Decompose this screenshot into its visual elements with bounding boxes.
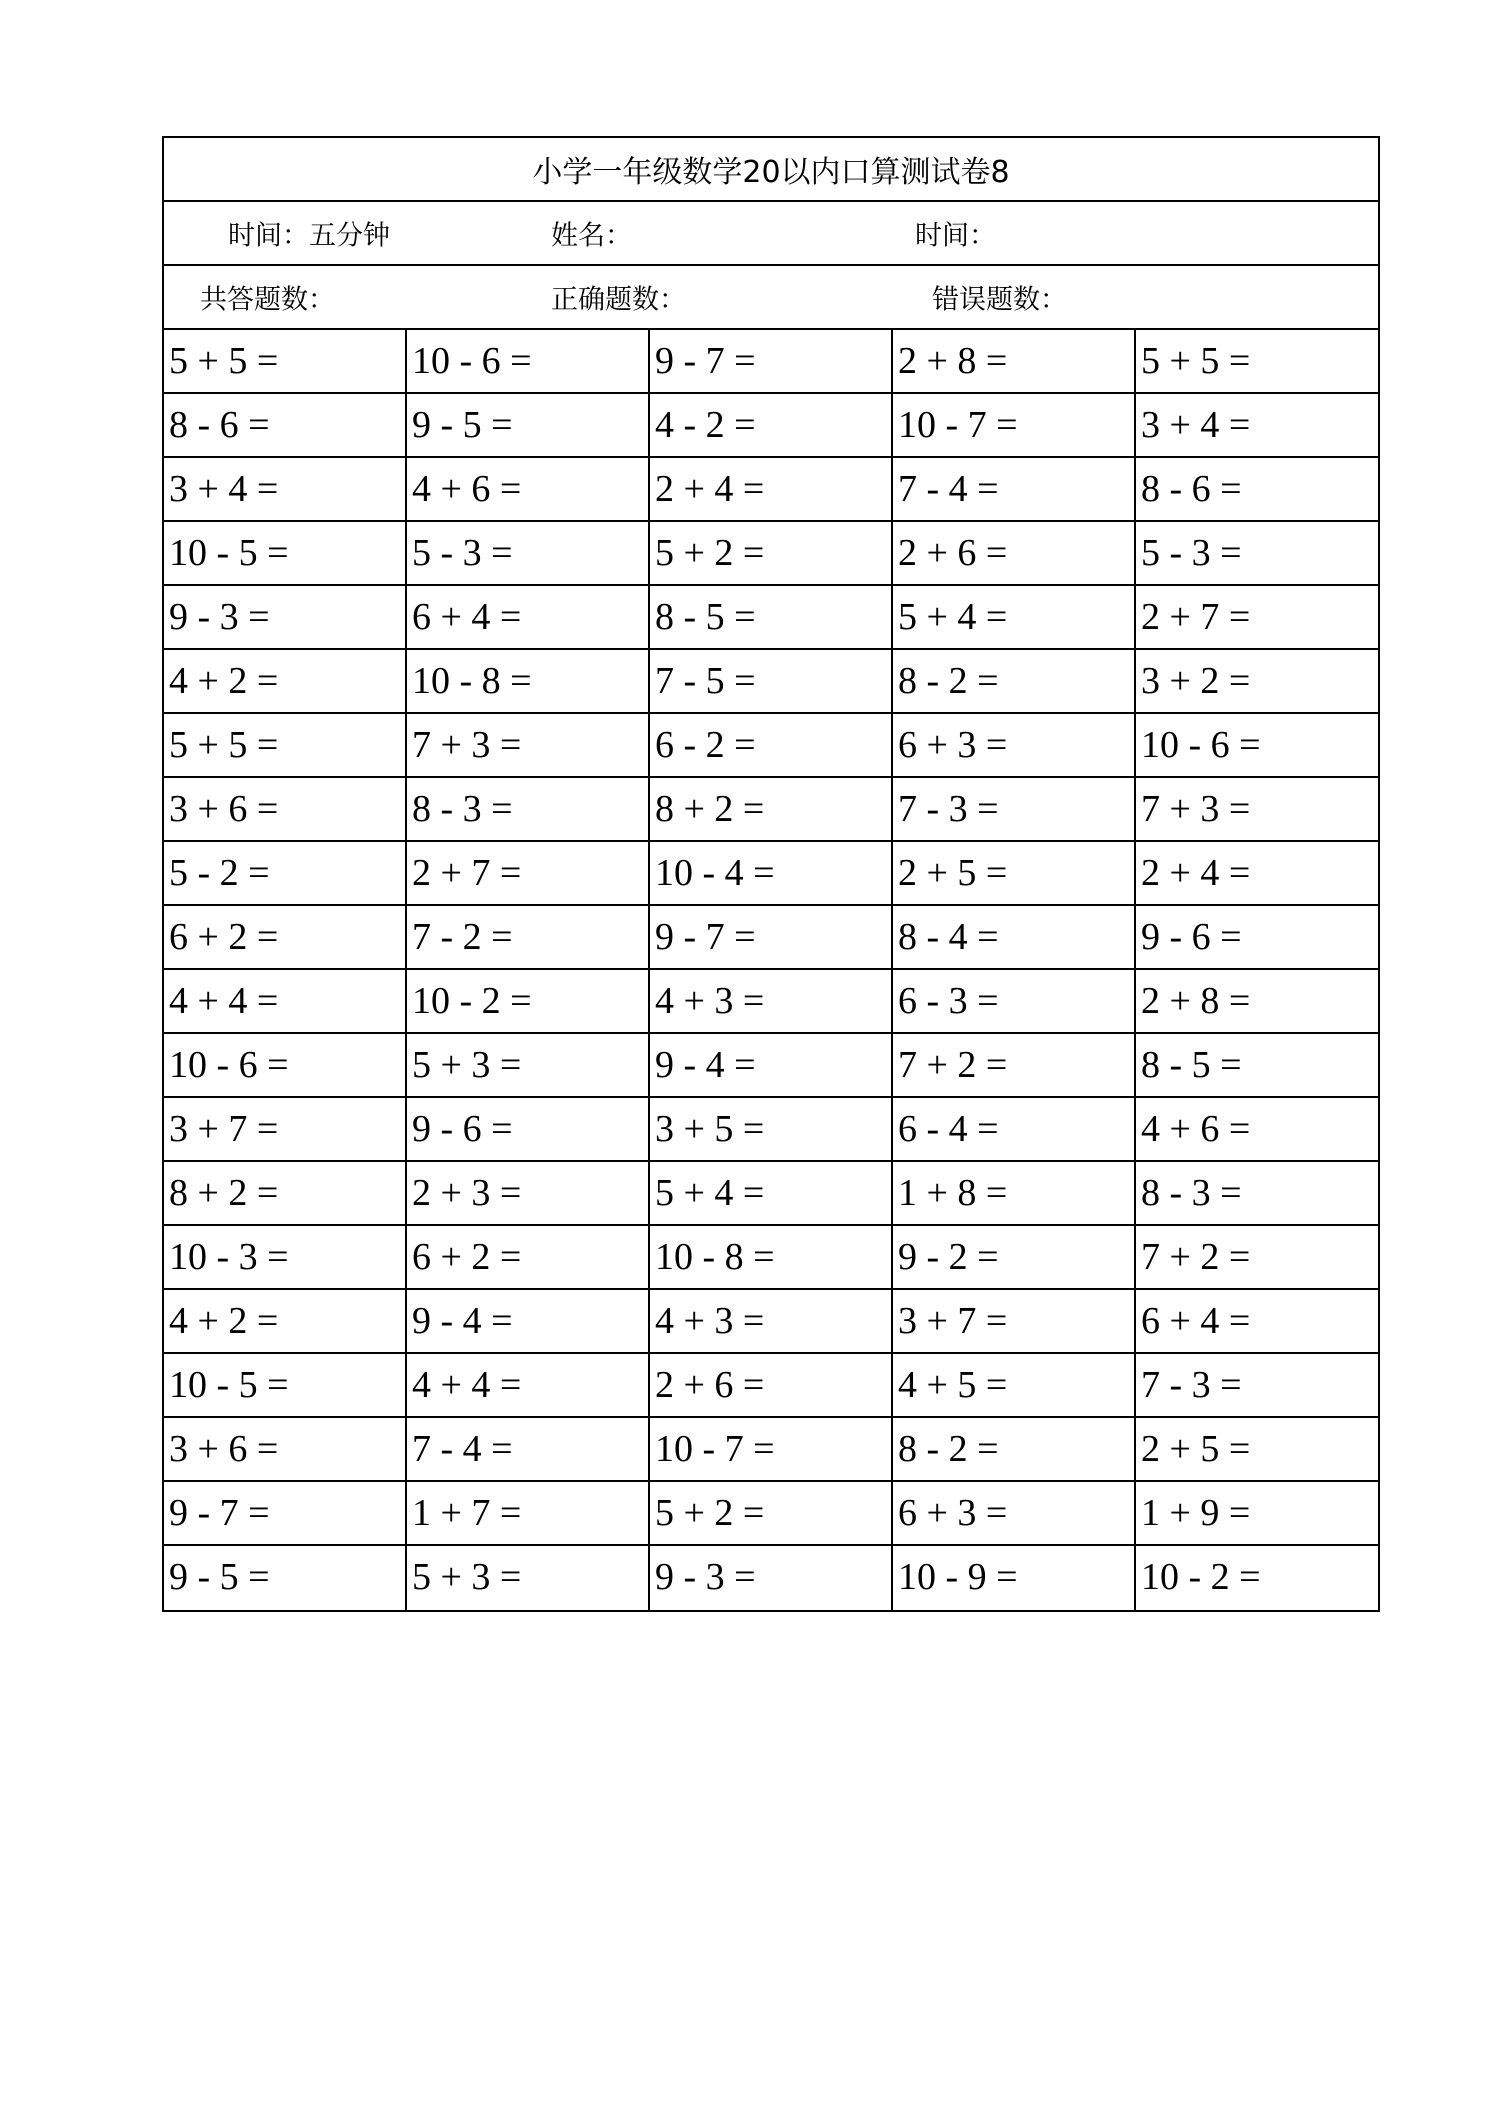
problem-cell: 9 - 2 = — [893, 1226, 1136, 1290]
problem-cell: 10 - 9 = — [893, 1546, 1136, 1610]
problem-cell: 4 + 5 = — [893, 1354, 1136, 1418]
problem-cell: 5 + 5 = — [164, 330, 407, 394]
problem-cell: 4 + 4 = — [407, 1354, 650, 1418]
problem-cell: 6 - 2 = — [650, 714, 893, 778]
problem-cell: 6 + 4 = — [1136, 1290, 1378, 1354]
problem-cell: 9 - 6 = — [1136, 906, 1378, 970]
problem-cell: 3 + 6 = — [164, 1418, 407, 1482]
info-row-time-name — [164, 202, 1378, 266]
problem-cell: 7 - 3 = — [1136, 1354, 1378, 1418]
problem-cell: 5 + 2 = — [650, 1482, 893, 1546]
problem-cell: 4 + 3 = — [650, 1290, 893, 1354]
problem-cell: 5 - 2 = — [164, 842, 407, 906]
problem-cell: 10 - 5 = — [164, 1354, 407, 1418]
total-questions-label: 共答题数： — [200, 284, 335, 316]
problem-cell: 3 + 7 = — [164, 1098, 407, 1162]
problem-cell: 3 + 5 = — [650, 1098, 893, 1162]
problem-cell: 8 + 2 = — [164, 1162, 407, 1226]
problem-cell: 7 + 3 = — [1136, 778, 1378, 842]
worksheet-table — [162, 136, 1380, 1612]
problem-cell: 4 + 2 = — [164, 1290, 407, 1354]
problem-cell: 9 - 7 = — [650, 906, 893, 970]
problem-cell: 9 - 7 = — [164, 1482, 407, 1546]
problem-cell: 7 - 4 = — [407, 1418, 650, 1482]
problem-cell: 3 + 4 = — [1136, 394, 1378, 458]
problem-cell: 6 + 3 = — [893, 1482, 1136, 1546]
problem-cell: 6 - 4 = — [893, 1098, 1136, 1162]
problem-cell: 4 + 2 = — [164, 650, 407, 714]
problem-cell: 2 + 7 = — [1136, 586, 1378, 650]
problem-cell: 10 - 2 = — [407, 970, 650, 1034]
wrong-count-label: 错误题数： — [932, 284, 1067, 316]
problem-cell: 10 - 7 = — [893, 394, 1136, 458]
problem-cell: 8 - 6 = — [164, 394, 407, 458]
problem-cell: 7 + 2 = — [1136, 1226, 1378, 1290]
problem-cell: 2 + 3 = — [407, 1162, 650, 1226]
problem-cell: 8 + 2 = — [650, 778, 893, 842]
problem-cell: 10 - 8 = — [407, 650, 650, 714]
problem-cell: 4 + 3 = — [650, 970, 893, 1034]
problem-cell: 9 - 5 = — [407, 394, 650, 458]
problem-cell: 6 + 3 = — [893, 714, 1136, 778]
problem-grid — [164, 330, 1378, 1610]
problem-cell: 2 + 6 = — [893, 522, 1136, 586]
problem-cell: 6 - 3 = — [893, 970, 1136, 1034]
correct-count-label: 正确题数： — [551, 284, 686, 316]
problem-cell: 8 - 3 = — [407, 778, 650, 842]
problem-cell: 10 - 7 = — [650, 1418, 893, 1482]
problem-cell: 9 - 3 = — [650, 1546, 893, 1610]
problem-cell: 5 + 4 = — [893, 586, 1136, 650]
problem-cell: 10 - 5 = — [164, 522, 407, 586]
info-row-scores — [164, 266, 1378, 330]
problem-cell: 5 - 3 = — [407, 522, 650, 586]
problem-cell: 10 - 6 = — [407, 330, 650, 394]
problem-cell: 4 - 2 = — [650, 394, 893, 458]
problem-cell: 5 + 5 = — [1136, 330, 1378, 394]
problem-cell: 4 + 4 = — [164, 970, 407, 1034]
problem-cell: 8 - 3 = — [1136, 1162, 1378, 1226]
problem-cell: 7 - 2 = — [407, 906, 650, 970]
problem-cell: 5 + 3 = — [407, 1034, 650, 1098]
problem-cell: 3 + 4 = — [164, 458, 407, 522]
problem-cell: 10 - 8 = — [650, 1226, 893, 1290]
worksheet-title: 小学一年级数学20以内口算测试卷8 — [164, 138, 1378, 202]
problem-cell: 4 + 6 = — [1136, 1098, 1378, 1162]
problem-cell: 3 + 6 = — [164, 778, 407, 842]
problem-cell: 6 + 2 = — [407, 1226, 650, 1290]
problem-cell: 2 + 7 = — [407, 842, 650, 906]
problem-cell: 8 - 5 = — [650, 586, 893, 650]
problem-cell: 9 - 6 = — [407, 1098, 650, 1162]
problem-cell: 5 + 4 = — [650, 1162, 893, 1226]
time-limit-label: 时间：五分钟 — [228, 220, 390, 252]
problem-cell: 6 + 2 = — [164, 906, 407, 970]
problem-cell: 8 - 2 = — [893, 650, 1136, 714]
problem-cell: 8 - 2 = — [893, 1418, 1136, 1482]
problem-cell: 10 - 2 = — [1141, 1556, 1261, 1598]
problem-cell: 9 - 5 = — [164, 1546, 407, 1610]
problem-cell: 9 - 4 = — [407, 1290, 650, 1354]
name-label: 姓名： — [551, 220, 632, 252]
problem-cell: 9 - 4 = — [650, 1034, 893, 1098]
problem-cell: 8 - 6 = — [1136, 458, 1378, 522]
problem-cell: 1 + 9 = — [1136, 1482, 1378, 1546]
problem-cell: 7 - 5 = — [650, 650, 893, 714]
problem-cell: 2 + 8 = — [893, 330, 1136, 394]
problem-cell: 4 + 6 = — [407, 458, 650, 522]
problem-cell: 5 + 3 = — [407, 1546, 650, 1610]
problem-cell: 6 + 4 = — [407, 586, 650, 650]
problem-cell: 10 - 3 = — [164, 1226, 407, 1290]
problem-cell: 8 - 4 = — [893, 906, 1136, 970]
problem-cell: 3 + 7 = — [893, 1290, 1136, 1354]
problem-cell: 2 + 5 = — [1136, 1418, 1378, 1482]
problem-cell: 2 + 8 = — [1136, 970, 1378, 1034]
problem-cell: 10 - 6 = — [1136, 714, 1378, 778]
problem-cell: 7 + 2 = — [893, 1034, 1136, 1098]
problem-cell: 2 + 4 = — [650, 458, 893, 522]
problem-cell: 2 + 6 = — [650, 1354, 893, 1418]
problem-cell: 3 + 2 = — [1136, 650, 1378, 714]
problem-cell: 2 + 4 = — [1136, 842, 1378, 906]
problem-cell: 5 + 2 = — [650, 522, 893, 586]
problem-cell: 2 + 5 = — [893, 842, 1136, 906]
problem-cell: 7 - 3 = — [893, 778, 1136, 842]
problem-cell: 9 - 7 = — [650, 330, 893, 394]
problem-cell: 8 - 5 = — [1136, 1034, 1378, 1098]
problem-cell: 5 - 3 = — [1136, 522, 1378, 586]
problem-cell: 7 + 3 = — [407, 714, 650, 778]
problem-cell: 7 - 4 = — [893, 458, 1136, 522]
problem-cell: 10 - 4 = — [650, 842, 893, 906]
time-label: 时间： — [915, 220, 996, 252]
problem-cell: 5 + 5 = — [164, 714, 407, 778]
problem-cell: 1 + 7 = — [407, 1482, 650, 1546]
problem-cell: 1 + 8 = — [893, 1162, 1136, 1226]
problem-cell: 9 - 3 = — [164, 586, 407, 650]
problem-cell: 10 - 6 = — [164, 1034, 407, 1098]
